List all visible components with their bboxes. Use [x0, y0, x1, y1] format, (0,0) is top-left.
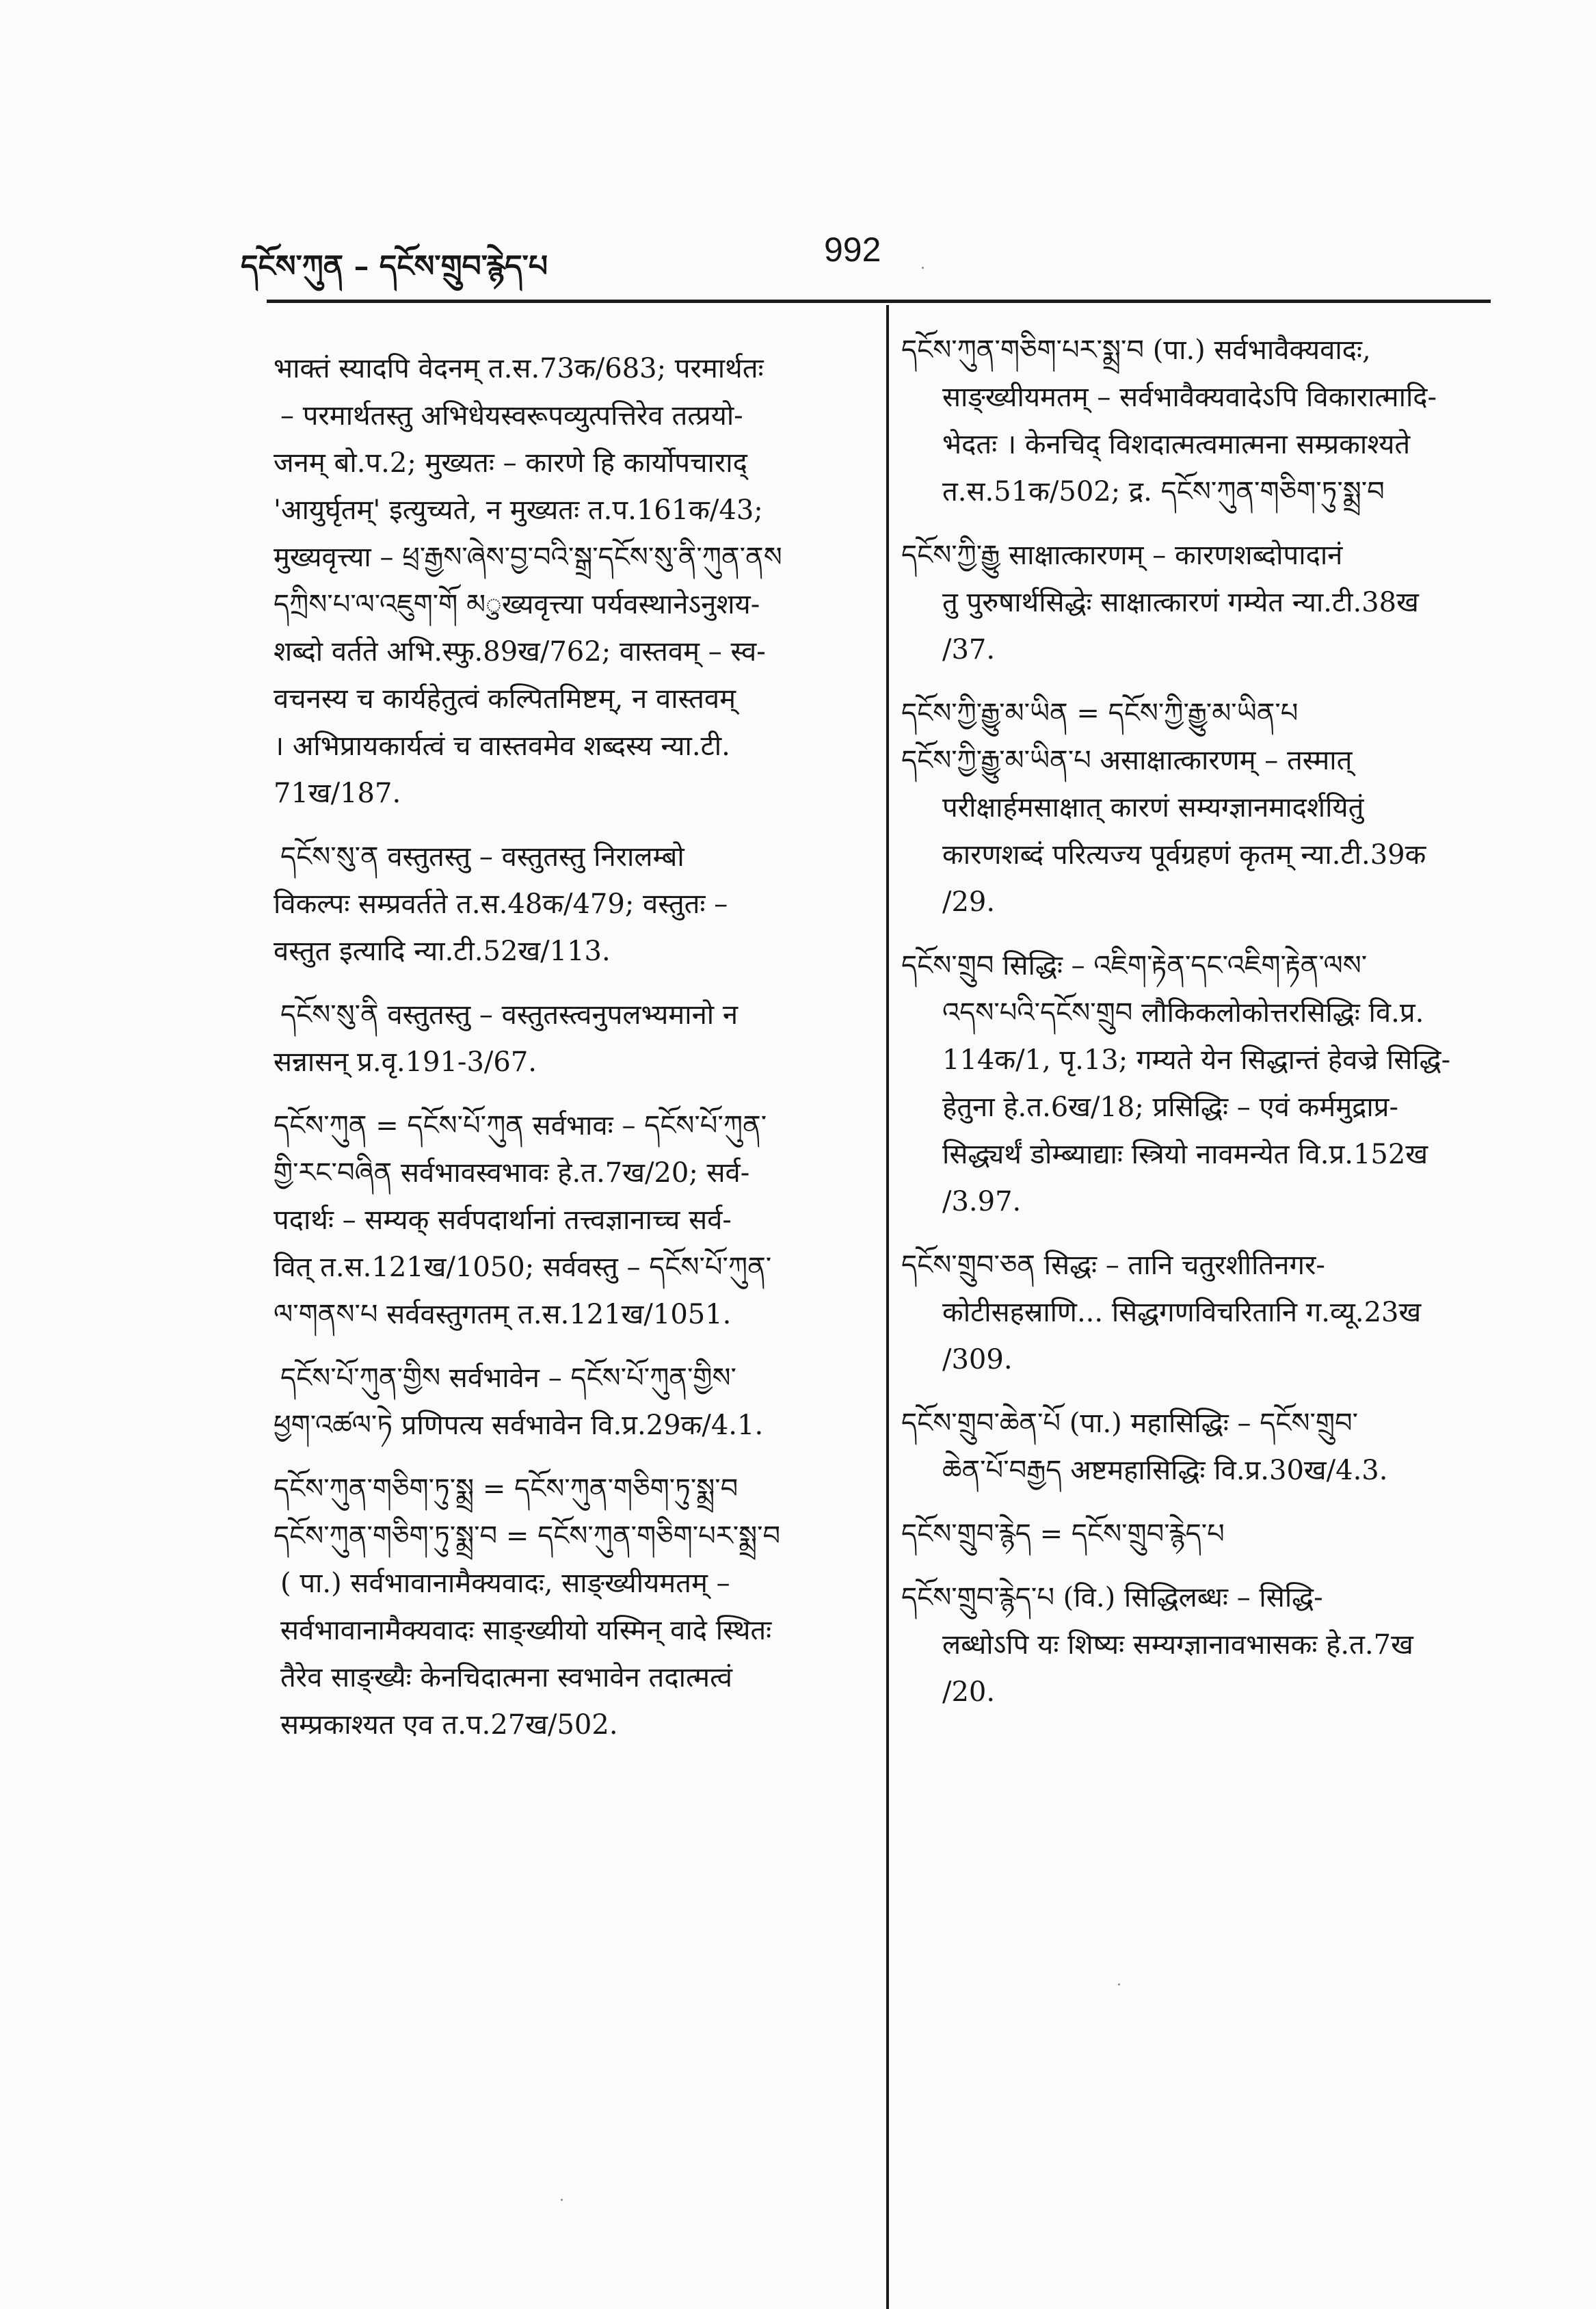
entry-line: सर्वभावानामैक्यवादः साङ्ख्यीयो यस्मिन् वादे स्थितः [280, 1615, 772, 1646]
entry-gap [274, 1338, 862, 1355]
headword-line: དངོས་གྲུབ་རྙེད = དངོས་གྲུབ་རྙེད་པ [901, 1518, 1225, 1550]
entry-line: वस्तुत इत्यादि न्या.टी.52ख/113. [274, 936, 611, 967]
entry-gap [274, 975, 862, 992]
entry-line: सन्नासन् प्र.वृ.191-3/67. [274, 1046, 537, 1078]
entry-line: पदार्थः – सम्यक् सर्वपदार्थानां तत्त्वज्ञानाच्च सर्व- [274, 1204, 732, 1236]
scan-speck [1118, 1983, 1120, 1985]
entry-gap [274, 1086, 862, 1103]
entry-line: འདས་པའི་དངོས་གྲུབ लौकिकलोकोत्तरसिद्धिः वि.प्र. [942, 997, 1424, 1029]
headword-line: དངོས་ཀུན་གཅིག་པར་སྨྲ་བ (पा.) सर्वभावैक्यवादः, [901, 334, 1371, 366]
headword-line: དངོས་གྲུབ་ཅན सिद्धः – तानि चतुरशीतिनगर- [901, 1250, 1325, 1281]
entry-line: कोटीसहस्राणि... सिद्धगणविचरितानि ग.व्यू.23ख [942, 1297, 1422, 1328]
entry-line: त.स.51क/502; द्र. དངོས་ཀུན་གཅིག་ཏུ་སྨྲ་བ [942, 476, 1385, 507]
page-number: 992 [824, 230, 881, 269]
entry-line: 114क/1, पृ.13; गम्यते येन सिद्धान्तं हेवज्रे सिद्धि- [942, 1044, 1451, 1076]
entry-gap [901, 1494, 1503, 1511]
entry-line: सम्प्रकाश्यत एव त.प.27ख/502. [280, 1709, 618, 1741]
entry-line: शब्दो वर्तते अभि.स्फु.89ख/762; वास्तवम् – स्व- [274, 636, 766, 668]
entry-line: /29. [942, 886, 996, 918]
entry-line: सिद्ध्यर्थं डोम्ब्याद्याः स्त्रियो नावमन्येत वि.प्र.152ख [942, 1139, 1428, 1170]
entry-gap [901, 1558, 1503, 1574]
headword-line: དངོས་གྲུབ་ཆེན་པོ (पा.) महासिद्धिः – དངོས་གྲུབ་ [901, 1408, 1359, 1439]
headword-line: དངོས་པོ་ཀུན་གྱིས सर्वभावेन – དངོས་པོ་ཀུན་གྱིས་ [280, 1362, 736, 1394]
entry-line: वचनस्य च कार्यहेतुत्वं कल्पितमिष्टम्, न वास्तवम् [274, 683, 736, 715]
entry-gap [274, 1449, 862, 1466]
entry-line: གྱི་རང་བཞིན सर्वभावस्वभावः हे.त.7ख/20; सर्व- [274, 1157, 750, 1189]
entry-gap [901, 926, 1503, 942]
headword-line: དངོས་ཀུན་གཅིག་ཏུ་སྨྲ = དངོས་ཀུན་གཅིག་ཏུ་སྨྲ་བ [274, 1473, 739, 1505]
entry-line: ཆེན་པོ་བརྒྱད अष्टमहासिद्धिः वि.प्र.30ख/4.3. [942, 1455, 1388, 1486]
entry-line: हेतुना हे.त.6ख/18; प्रसिद्धिः – एवं कर्ममुद्राप्र- [942, 1092, 1399, 1123]
entry-gap [901, 516, 1503, 532]
entry-line: साङ्ख्यीयमतम् – सर्वभावैक्यवादेऽपि विकारात्मादि- [942, 382, 1437, 413]
right-column [901, 327, 1503, 1716]
entry-line: /309. [942, 1344, 1013, 1375]
entry-line: ལ་གནས་པ सर्ववस्तुगतम् त.स.121ख/1051. [274, 1299, 732, 1330]
entry-line: /3.97. [942, 1186, 1022, 1217]
headword-line: དངོས་ཀྱི་རྒྱུ साक्षात्कारणम् – कारणशब्दोपादानं [901, 540, 1343, 571]
entry-line: कारणशब्दं परित्यज्य पूर्वग्रहणं कृतम् न्या.टी.39क [942, 839, 1426, 871]
entry-line: जनम् बो.प.2; मुख्यतः – कारणे हि कार्योपचाराद् [274, 447, 747, 479]
entry-line: /20. [942, 1676, 996, 1708]
entry-line: 71ख/187. [274, 778, 401, 809]
entry-line: तैरेव साङ्ख्यैः केनचिदात्मना स्वभावेन तदात्मत्वं [280, 1662, 732, 1693]
headword-line: དངོས་ཀུན = དངོས་པོ་ཀུན सर्वभावः – དངོས་པོ་ཀུན་ [274, 1110, 767, 1142]
scan-speck [561, 2199, 563, 2201]
header-rule [267, 300, 1491, 303]
entry-line: – परमार्थतस्तु अभिधेयस्वरूपव्युत्पत्तिरेव तत्प्रयो- [280, 400, 743, 432]
entry-line: वित् त.स.121ख/1050; सर्ववस्तु – དངོས་པོ་ཀུན་ [274, 1252, 772, 1283]
entry-gap [901, 1384, 1503, 1400]
headword-line: དངོས་ཀྱི་རྒྱུ་མ་ཡིན་པ असाक्षात्कारणम् – तस्मात् [901, 745, 1353, 776]
column-divider [886, 305, 889, 2309]
entry-gap [901, 674, 1503, 690]
entry-line: भाक्तं स्यादपि वेदनम् त.स.73क/683; परमार्थतः [274, 353, 764, 384]
headword-line: དངོས་སུ་ན वस्तुतस्तु – वस्तुतस्तु निरालम्बो [280, 841, 684, 873]
left-column [274, 345, 862, 1749]
entry-line: विकल्पः सम्प्रवर्तते त.स.48क/479; वस्तुतः – [274, 888, 728, 920]
headword-line: དངོས་ཀྱི་རྒྱུ་མ་ཡིན = དངོས་ཀྱི་རྒྱུ་མ་ཡིན་པ [901, 698, 1299, 729]
entry-line: ཕྱག་འཚལ་ཏེ प्रणिपत्य सर्वभावेन वि.प्र.29क/4.1. [274, 1410, 764, 1441]
headword-line: དངོས་ཀུན་གཅིག་ཏུ་སྨྲ་བ = དངོས་ཀུན་གཅིག་པར་སྨྲ་བ [274, 1520, 781, 1552]
headword-line: དངོས་སུ་ནི वस्तुतस्तु – वस्तुतस्त्वनुपलभ्यमानो न [280, 999, 739, 1031]
entry-line: भेदतः । केनचिद् विशदात्मत्वमात्मना सम्प्रकाश्यते [942, 429, 1411, 460]
scan-speck [922, 267, 924, 269]
running-head: དངོས་ཀུན – དངོས་གྲུབ་རྙེད་པ [241, 249, 548, 284]
entry-line: । अभिप्रायकार्यत्वं च वास्तवमेव शब्दस्य न्या.टी. [274, 730, 730, 762]
headword-line: དངོས་གྲུབ सिद्धिः – འཇིག་རྟེན་དང་འཇིག་རྟེན་ལས་ [901, 950, 1368, 981]
entry-line: परीक्षार्हमसाक्षात् कारणं सम्यग्ज्ञानमादर्शयितुं [942, 792, 1364, 823]
entry-line: /37. [942, 634, 996, 665]
headword-line: དངོས་གྲུབ་རྙེད་པ (वि.) सिद्धिलब्धः – सिद्धि- [901, 1582, 1323, 1613]
entry-line: ( पा.) सर्वभावानामैक्यवादः, साङ्ख्यीयमतम् – [280, 1568, 730, 1599]
entry-gap [274, 817, 862, 834]
entry-gap [901, 1226, 1503, 1242]
entry-line: དཀྲིས་པ་ལ་འཇུག་གོ མुख्यवृत्त्या पर्यवस्थानेऽनुशय- [274, 589, 760, 620]
entry-line: 'आयुर्घृतम्' इत्युच्यते, न मुख्यतः त.प.161क/43; [274, 494, 763, 526]
entry-line: मुख्यवृत्त्या – ཕྲ་རྒྱས་ཞེས་བྱ་བའི་སྒྲ་དངོས་སུ་ནི་ཀུན་ནས [274, 542, 782, 573]
entry-line: तु पुरुषार्थसिद्धेः साक्षात्कारणं गम्येत न्या.टी.38ख [942, 587, 1419, 618]
entry-line: लब्धोऽपि यः शिष्यः सम्यग्ज्ञानावभासकः हे.त.7ख [942, 1629, 1413, 1661]
